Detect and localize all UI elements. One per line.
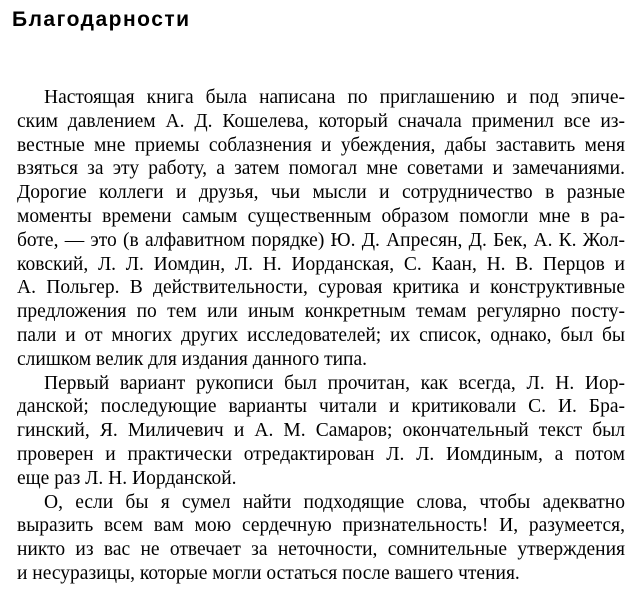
text-line: проверен и практически отредактирован Л. Л. Иомдиным, а потом [17, 443, 625, 465]
text-line: Настоящая книга была написана по приглашению и под эпиче- [44, 87, 625, 108]
text-line: Первый вариант рукописи был прочитан, как всегда, Л. Н. Иор- [44, 372, 625, 394]
paragraph-1 [17, 86, 625, 372]
text-line: выразить всем вам мою сердечную признательность! И, разумеется, [17, 515, 625, 537]
text-line: Дорогие коллеги и друзья, чьи мысли и сотрудничество в разные [17, 182, 625, 204]
text-line: предложения по тем или иным конкретным темам регулярно посту- [17, 301, 625, 323]
paragraph-3 [17, 491, 625, 586]
text-line: взяться за эту работу, а затем помогал мне советами и замечаниями. [17, 158, 625, 180]
text-line: ским давлением А. Д. Кошелева, который сначала применил все из- [17, 110, 625, 132]
text-line: пали и от многих других исследователей; их список, однако, был бы [17, 324, 625, 346]
text-line: О, если бы я сумел найти подходящие слова, чтобы адекватно [44, 491, 625, 513]
text-line: вестные мне приемы соблазнения и убеждения, дабы заставить меня [17, 134, 625, 156]
text-line: слишком велик для издания данного типа. [17, 348, 368, 370]
text-line: ковский, Л. Л. Иомдин, Л. Н. Иорданская, С. Каан, Н. В. Перцов и [17, 253, 625, 275]
text-line: моменты времени самым существенным образом помогли мне в ра- [17, 205, 625, 227]
text-line: А. Польгер. В действительности, суровая критика и конструктивные [17, 277, 625, 299]
text-line: данской; последующие варианты читали и критиковали С. И. Бра- [17, 396, 625, 418]
document-body [17, 86, 625, 586]
text-line: и несуразицы, которые могли остаться после вашего чтения. [17, 562, 520, 584]
page-title: Благодарности [12, 8, 191, 31]
text-line: боте, — это (в алфавитном порядке) Ю. Д. Апресян, Д. Бек, А. К. Жол- [17, 229, 625, 251]
paragraph-2 [17, 372, 625, 491]
text-line: еще раз Л. Н. Иорданской. [17, 467, 237, 489]
text-line: никто из вас не отвечает за неточности, сомнительные утверждения [17, 539, 625, 561]
text-line: гинский, Я. Миличевич и А. М. Самаров; окончательный текст был [17, 420, 625, 442]
